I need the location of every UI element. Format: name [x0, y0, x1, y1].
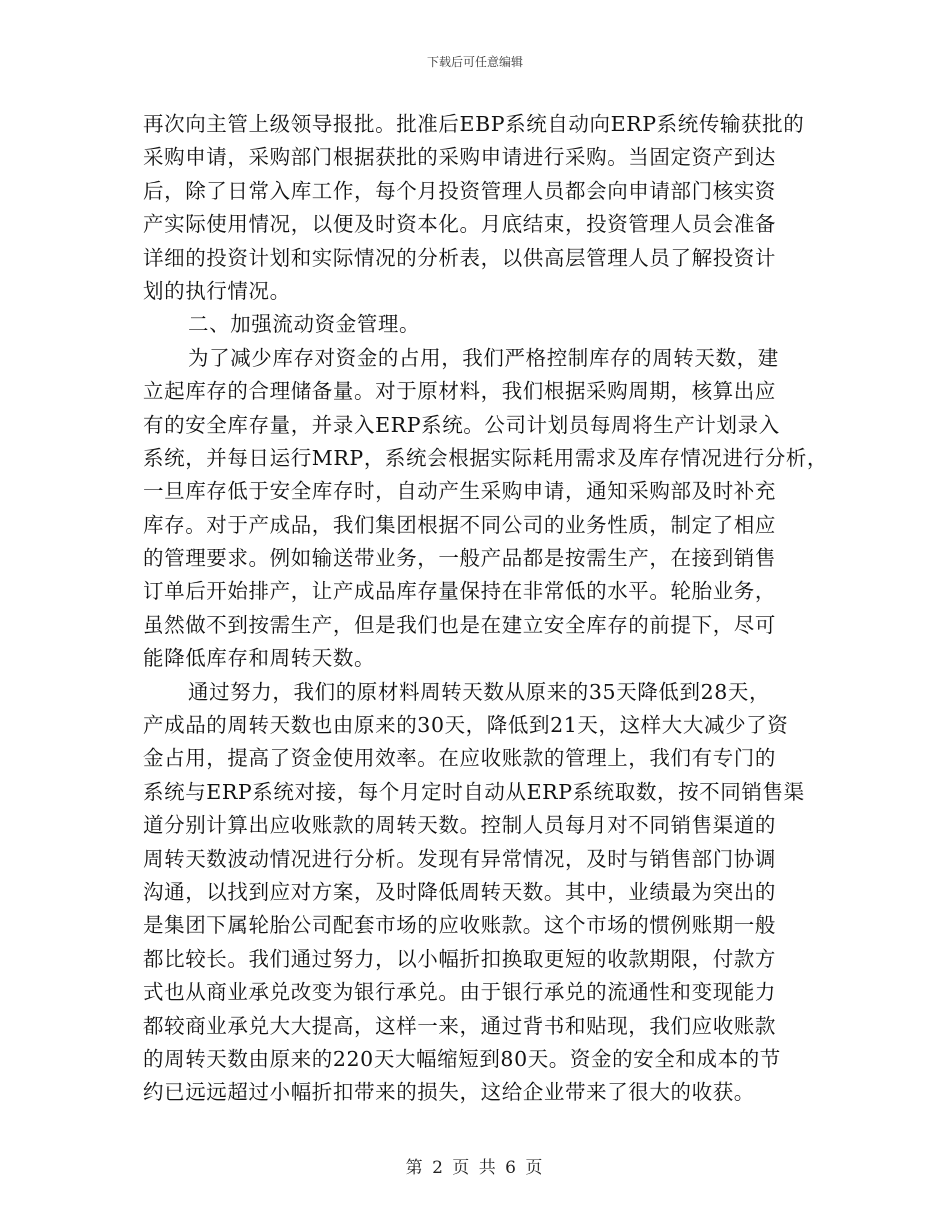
body-text: [143, 108, 843, 1110]
page-header: 下载后可任意编辑: [426, 55, 523, 69]
text-line: 立起库存的合理储备量。对于原材料，我们根据采购周期，核算出应: [143, 379, 776, 404]
page-footer: 第 2 页 共 6 页: [405, 1158, 545, 1178]
text-line: 划的执行情况。: [143, 278, 291, 303]
text-line: 一旦库存低于安全库存时，自动产生采购申请，通知采购部及时补充: [143, 479, 776, 504]
text-line: 的管理要求。例如输送带业务，一般产品都是按需生产，在接到销售: [143, 546, 776, 571]
text-line: 详细的投资计划和实际情况的分析表，以供高层管理人员了解投资计: [143, 245, 776, 270]
section-heading: 二、加强流动资金管理。: [188, 312, 421, 337]
text-line: 周转天数波动情况进行分析。发现有异常情况，及时与销售部门协调: [143, 846, 776, 871]
text-line: 系统，并每日运行MRP，系统会根据实际耗用需求及库存情况进行分析，: [143, 445, 829, 470]
text-line: 订单后开始排产，让产成品库存量保持在非常低的水平。轮胎业务，: [143, 579, 776, 604]
text-line: 通过努力，我们的原材料周转天数从原来的35天降低到28天，: [188, 679, 771, 704]
text-line: 再次向主管上级领导报批。批准后EBP系统自动向ERP系统传输获批的: [143, 112, 805, 136]
text-line: 虽然做不到按需生产，但是我们也是在建立安全库存的前提下，尽可: [143, 612, 776, 637]
text-line: 能降低库存和周转天数。: [143, 646, 376, 671]
text-line: 都比较长。我们通过努力，以小幅折扣换取更短的收款期限，付款方: [143, 946, 776, 971]
text-line: 式也从商业承兑改变为银行承兑。由于银行承兑的流通性和变现能力: [143, 980, 776, 1005]
text-line: 为了减少库存对资金的占用，我们严格控制库存的周转天数，建: [188, 345, 779, 370]
text-line: 是集团下属轮胎公司配套市场的应收账款。这个市场的惯例账期一般: [143, 913, 776, 938]
text-line: 有的安全库存量，并录入ERP系统。公司计划员每周将生产计划录入: [143, 412, 780, 437]
text-line: 采购申请，采购部门根据获批的采购申请进行采购。当固定资产到达: [143, 145, 776, 170]
text-line: 库存。对于产成品，我们集团根据不同公司的业务性质，制定了相应: [143, 512, 776, 537]
text-line: 约已远远超过小幅折扣带来的损失，这给企业带来了很大的收获。: [143, 1080, 755, 1105]
text-line: 道分别计算出应收账款的周转天数。控制人员每月对不同销售渠道的: [143, 813, 776, 838]
text-line: 后，除了日常入库工作，每个月投资管理人员都会向申请部门核实资: [143, 178, 776, 203]
text-line: 金占用，提高了资金使用效率。在应收账款的管理上，我们有专门的: [143, 746, 776, 771]
text-line: 的周转天数由原来的220天大幅缩短到80天。资金的安全和成本的节: [143, 1046, 781, 1071]
text-line: 都较商业承兑大大提高，这样一来，通过背书和贴现，我们应收账款: [143, 1013, 776, 1038]
text-line: 产实际使用情况，以便及时资本化。月底结束，投资管理人员会准备: [143, 212, 776, 237]
text-line: 产成品的周转天数也由原来的30天，降低到21天，这样大大减少了资: [143, 713, 789, 738]
text-line: 系统与ERP系统对接，每个月定时自动从ERP系统取数，按不同销售渠: [143, 779, 805, 804]
text-line: 沟通，以找到应对方案，及时降低周转天数。其中，业绩最为突出的: [143, 879, 776, 904]
